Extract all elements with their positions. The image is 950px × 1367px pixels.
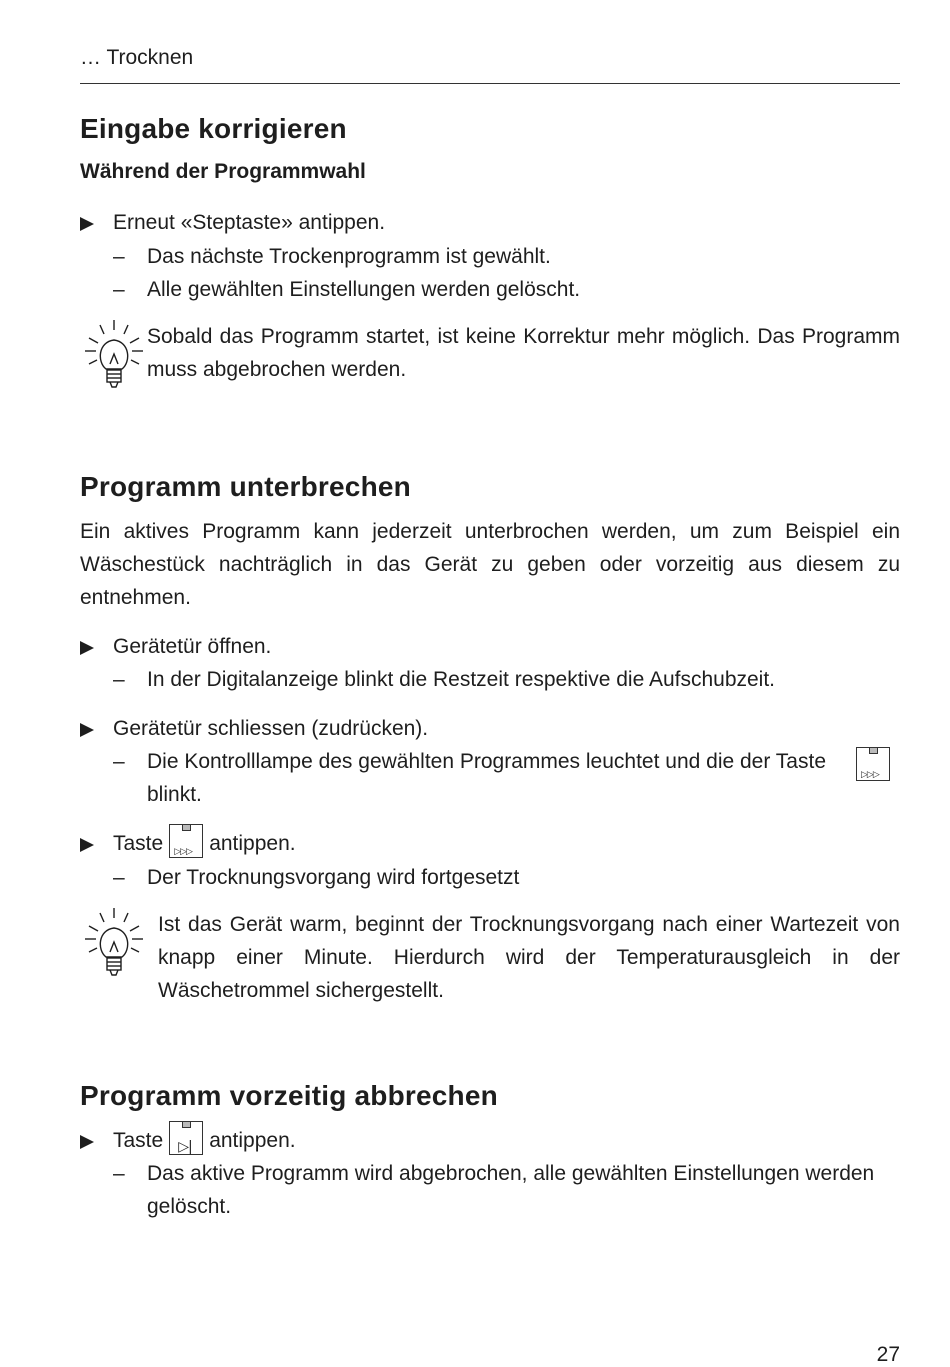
result-item: – Die Kontrolllampe des gewählten Programmes leuchtet und die der Taste ▷▷▷ blinkt. [80, 745, 900, 811]
page-number: 27 [876, 1343, 900, 1366]
running-header: … Trocknen [80, 46, 194, 69]
header-rule [80, 83, 900, 84]
intro-paragraph: Ein aktives Programm kann jederzeit unterbrochen werden, um zum Beispiel ein Wäschestück nachträglich in das Gerät zu geben oder vorzeitig aus diesem zu entnehmen. [80, 520, 900, 609]
start-key-icon: ▷▷▷ [856, 747, 890, 781]
step-arrow-icon [80, 641, 94, 655]
lightbulb-icon [83, 318, 145, 394]
section-title-programm-unterbrechen: Programm unterbrechen [80, 471, 411, 502]
step-arrow-icon [80, 723, 94, 737]
start-key-icon: ▷▷▷ [169, 824, 203, 858]
tip-text: Sobald das Programm startet, ist keine Korrektur mehr möglich. Das Programm muss abgebrochen werden. [147, 325, 900, 381]
step-arrow-icon [80, 217, 94, 231]
section-title-eingabe-korrigieren: Eingabe korrigieren [80, 113, 347, 144]
section-title-programm-vorzeitig-abbrechen: Programm vorzeitig abbrechen [80, 1080, 498, 1111]
tip-text: Ist das Gerät warm, beginnt der Trocknungsvorgang nach einer Wartezeit von knapp einer Minute. Hierdurch wird der Temperaturausgleich in der Wäschetrommel sichergestellt. [158, 913, 900, 1002]
stop-key-icon: ▷| [169, 1121, 203, 1155]
step-arrow-icon [80, 1135, 94, 1149]
lightbulb-icon [83, 906, 145, 982]
step-arrow-icon [80, 838, 94, 852]
section-subtitle: Während der Programmwahl [80, 160, 366, 183]
